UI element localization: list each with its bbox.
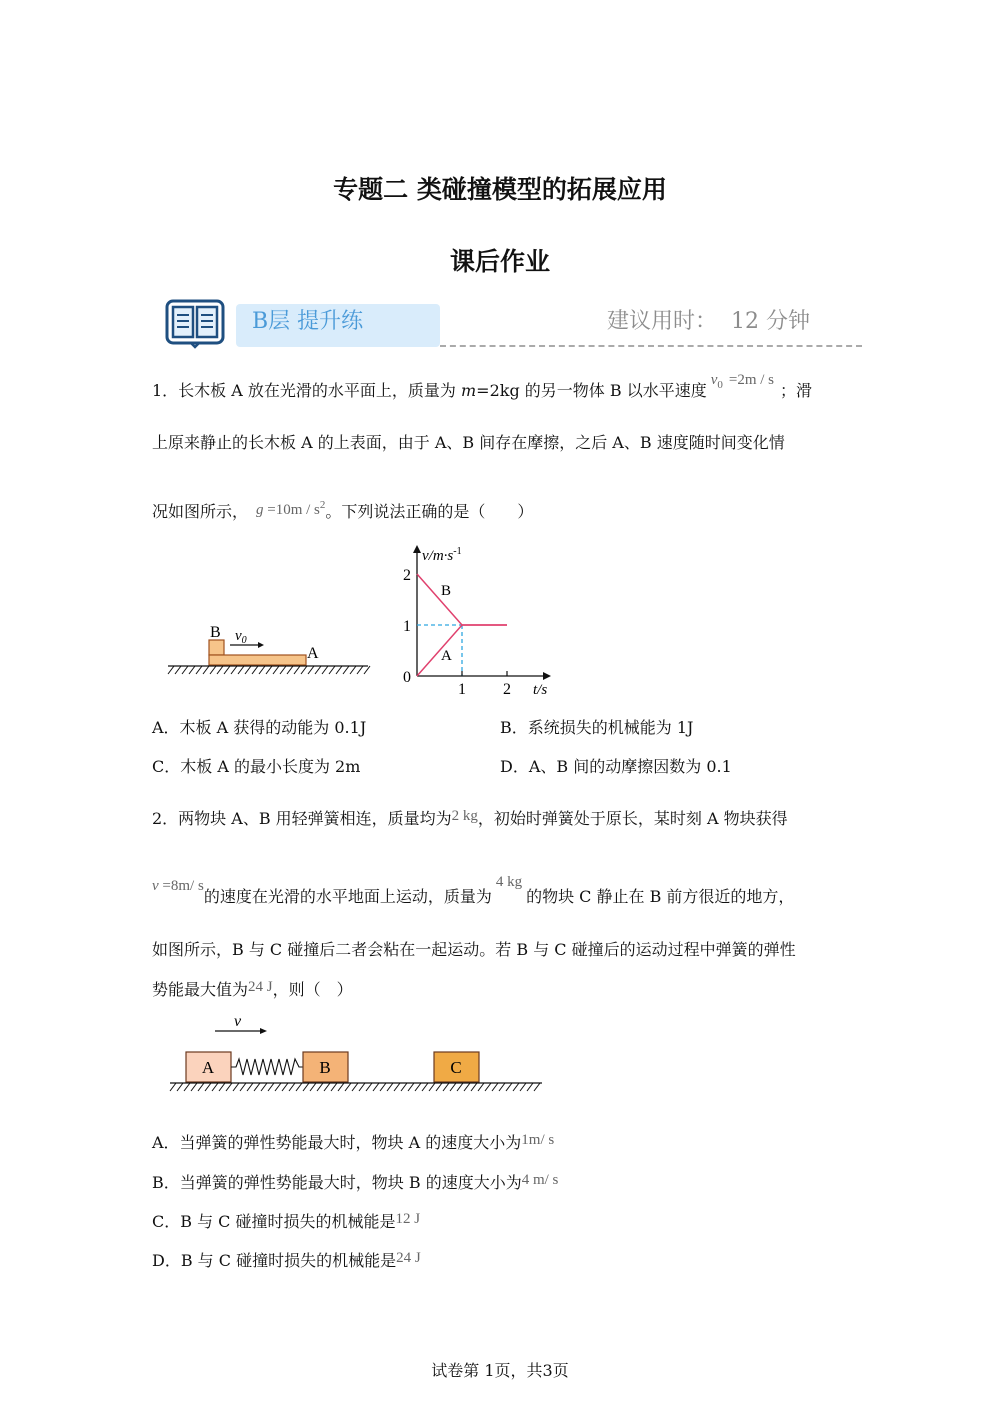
hatch-mark [217, 666, 223, 674]
hatch-mark [345, 1083, 351, 1091]
hatch-mark [499, 1083, 505, 1091]
hatch-mark [310, 1083, 316, 1091]
line-label-b: B [441, 583, 452, 599]
hatch-mark [301, 666, 307, 674]
book-icon [165, 297, 227, 349]
block-b-label: B [319, 1058, 331, 1077]
q2-option-b[interactable]: B．当弹簧的弹性势能最大时，物块 B 的速度大小为4 m/ s [152, 1172, 559, 1192]
label-a: A [307, 645, 319, 662]
hatch-mark [275, 1083, 281, 1091]
hatch-mark [520, 1083, 526, 1091]
hatch-mark [506, 1083, 512, 1091]
hatch-mark [294, 666, 300, 674]
hatch-mark [280, 666, 286, 674]
hatch-mark [387, 1083, 393, 1091]
hatch-mark [527, 1083, 533, 1091]
hatch-mark [317, 1083, 323, 1091]
hatch-mark [289, 1083, 295, 1091]
hatch-mark [338, 1083, 344, 1091]
hatch-mark [182, 666, 188, 674]
hatch-mark [366, 1083, 372, 1091]
banner-divider [440, 345, 862, 347]
hatch-mark [287, 666, 293, 674]
hatch-mark [436, 1083, 442, 1091]
q2-option-c[interactable]: C．B 与 C 碰撞时损失的机械能是12 J [152, 1211, 421, 1231]
hatch-mark [261, 1083, 267, 1091]
hatch-mark [170, 1083, 176, 1091]
block-c-label: C [450, 1058, 462, 1077]
hatch-mark [373, 1083, 379, 1091]
hatch-mark [226, 1083, 232, 1091]
hatch-mark [175, 666, 181, 674]
hatch-mark [168, 666, 174, 674]
hatch-mark [247, 1083, 253, 1091]
q2-blocks-figure [160, 1008, 550, 1098]
hatch-mark [177, 1083, 183, 1091]
hatch-mark [268, 1083, 274, 1091]
hatch-mark [478, 1083, 484, 1091]
hatch-mark [322, 666, 328, 674]
page-title: 专题二 类碰撞模型的拓展应用 [333, 175, 667, 204]
hatch-mark [254, 1083, 260, 1091]
y-tick-label: 2 [403, 567, 411, 584]
hatch-mark [315, 666, 321, 674]
vt-graph [395, 543, 555, 698]
hatch-mark [273, 666, 279, 674]
page-subtitle: 课后作业 [449, 247, 550, 276]
banner-time [607, 304, 810, 335]
hatch-mark [238, 666, 244, 674]
q2-option-a[interactable]: A．当弹簧的弹性势能最大时，物块 A 的速度大小为1m/ s [152, 1132, 555, 1152]
label-b: B [210, 624, 221, 641]
hatch-mark [296, 1083, 302, 1091]
q1-line-1: 1．长木板 A 放在光滑的水平面上，质量为 m=2kg 的另一物体 B 以水平速度$v_0 =2m / s$；滑 [152, 372, 813, 400]
hatch-mark [343, 666, 349, 674]
hatch-mark [352, 1083, 358, 1091]
hatch-mark [457, 1083, 463, 1091]
hatch-mark [184, 1083, 190, 1091]
hatch-mark [266, 666, 272, 674]
q2-line-1: 2．两物块 A、B 用轻弹簧相连，质量均为2 kg，初始时弹簧处于原长，某时刻 A 物块获得 [152, 808, 788, 828]
hatch-mark [245, 666, 251, 674]
banner-level-label: B层 提升练 [252, 309, 364, 334]
block-a-label: A [201, 1058, 215, 1077]
hatch-mark [336, 666, 342, 674]
hatch-mark [240, 1083, 246, 1091]
hatch-mark [259, 666, 265, 674]
q2-option-d[interactable]: D．B 与 C 碰撞时损失的机械能是24 J [152, 1250, 421, 1270]
block-b [209, 640, 224, 655]
hatch-mark [231, 666, 237, 674]
hatch-mark [233, 1083, 239, 1091]
board-a [209, 655, 306, 665]
hatch-mark [408, 1083, 414, 1091]
hatch-mark [198, 1083, 204, 1091]
q1-option-c[interactable]: C．木板 A 的最小长度为 2m [152, 757, 361, 776]
hatch-mark [224, 666, 230, 674]
hatch-mark [464, 1083, 470, 1091]
hatch-mark [485, 1083, 491, 1091]
hatch-mark [282, 1083, 288, 1091]
x-tick-label: 2 [503, 681, 511, 698]
label-v: v [234, 1013, 242, 1030]
q1-line-2: 上原来静止的长木板 A 的上表面，由于 A、B 间存在摩擦，之后 A、B 速度随时间变化情 [152, 433, 785, 452]
hatch-mark [394, 1083, 400, 1091]
q2-line-2: v =8m/ s的速度在光滑的水平地面上运动，质量为4 kg的物块 C 静止在 B 前方很近的地方， [152, 874, 795, 906]
y-tick-label: 0 [403, 669, 411, 686]
y-tick-label: 1 [403, 618, 411, 635]
q1-option-a[interactable]: A．木板 A 获得的动能为 0.1J [152, 718, 367, 737]
hatch-mark [429, 1083, 435, 1091]
hatch-mark [401, 1083, 407, 1091]
label-v0: $v_0$ [235, 628, 247, 646]
hatch-mark [534, 1083, 540, 1091]
hatch-mark [364, 666, 370, 674]
banner-time-value: 12 分钟 [731, 309, 811, 334]
hatch-mark [189, 666, 195, 674]
hatch-mark [380, 1083, 386, 1091]
banner-time-label: 建议用时： [607, 309, 718, 334]
q2-line-4: 势能最大值为24 J，则（ ） [152, 979, 353, 999]
hatch-mark [450, 1083, 456, 1091]
hatch-mark [357, 666, 363, 674]
spring [231, 1059, 303, 1075]
q1-option-b[interactable]: B．系统损失的机械能为 1J [500, 718, 694, 737]
hatch-mark [203, 666, 209, 674]
hatch-mark [513, 1083, 519, 1091]
hatch-mark [415, 1083, 421, 1091]
hatch-mark [212, 1083, 218, 1091]
hatch-mark [492, 1083, 498, 1091]
hatch-mark [210, 666, 216, 674]
hatch-mark [443, 1083, 449, 1091]
q2-line-3: 如图所示，B 与 C 碰撞后二者会粘在一起运动。若 B 与 C 碰撞后的运动过程中弹簧的弹性 [152, 940, 796, 959]
page-footer: 试卷第 1页，共3页 [431, 1361, 569, 1380]
hatch-mark [252, 666, 258, 674]
y-axis-label: $v/m\cdot s^{-1}$ [422, 546, 462, 564]
hatch-mark [191, 1083, 197, 1091]
hatch-mark [329, 666, 335, 674]
hatch-mark [308, 666, 314, 674]
hatch-mark [303, 1083, 309, 1091]
q1-line-3: 况如图所示， $g =10m / s^2$。下列说法正确的是（ ） [152, 499, 534, 521]
hatch-mark [471, 1083, 477, 1091]
x-tick-label: 1 [458, 681, 466, 698]
hatch-mark [205, 1083, 211, 1091]
q1-board-figure [160, 618, 375, 680]
hatch-mark [219, 1083, 225, 1091]
hatch-mark [196, 666, 202, 674]
line-label-a: A [441, 648, 452, 664]
hatch-mark [359, 1083, 365, 1091]
series-line-b [417, 574, 507, 625]
q1-option-d[interactable]: D．A、B 间的动摩擦因数为 0.1 [500, 757, 732, 776]
hatch-mark [350, 666, 356, 674]
hatch-mark [422, 1083, 428, 1091]
hatch-mark [331, 1083, 337, 1091]
hatch-mark [324, 1083, 330, 1091]
x-axis-label: t/s [533, 682, 548, 698]
